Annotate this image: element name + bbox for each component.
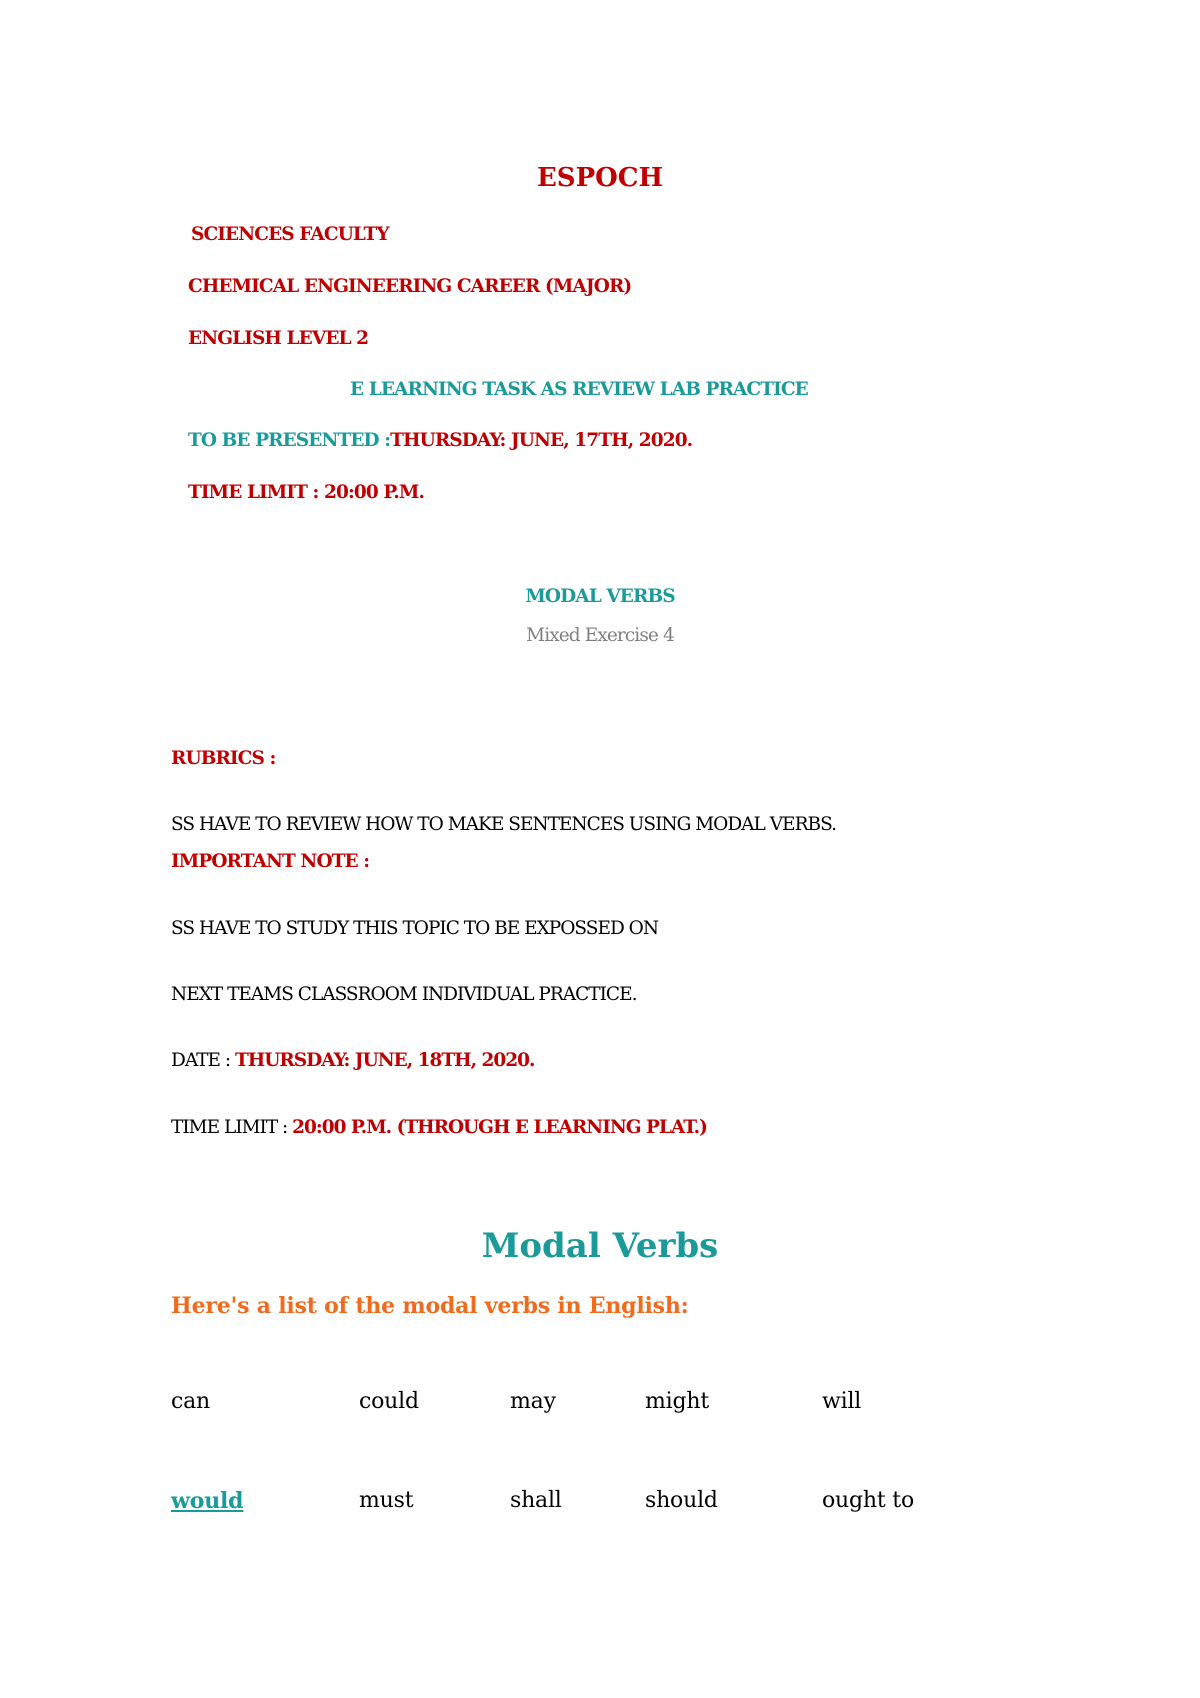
time-limit-line: TIME LIMIT : 20:00 P.M. — [188, 482, 424, 503]
time-value: 20:00 P.M. (THROUGH E LEARNING PLAT.) — [292, 1117, 707, 1138]
rubrics-text: SS HAVE TO REVIEW HOW TO MAKE SENTENCES USING MODAL VERBS. — [171, 814, 836, 835]
time-line — [171, 1117, 707, 1138]
rubrics-label: RUBRICS : — [171, 748, 276, 769]
date-line — [171, 1050, 534, 1071]
verb-would-link[interactable]: would — [171, 1488, 244, 1514]
study-line-2: NEXT TEAMS CLASSROOM INDIVIDUAL PRACTICE. — [171, 984, 637, 1005]
level-line: ENGLISH LEVEL 2 — [188, 328, 369, 349]
date-label: DATE : — [171, 1050, 236, 1071]
verb-can: can — [171, 1389, 211, 1414]
verb-shall: shall — [510, 1488, 562, 1513]
institution-title: ESPOCH — [536, 163, 664, 193]
verb-could: could — [359, 1389, 419, 1414]
presented-label: TO BE PRESENTED : — [188, 430, 391, 451]
faculty-line: SCIENCES FACULTY — [191, 224, 389, 245]
verb-might: might — [645, 1389, 709, 1414]
verb-should: should — [645, 1488, 718, 1513]
presented-line — [188, 430, 692, 451]
date-value: THURSDAY: JUNE, 18TH, 2020. — [235, 1050, 535, 1071]
topic-subtitle: Mixed Exercise 4 — [526, 625, 674, 646]
time-label: TIME LIMIT : — [171, 1117, 293, 1138]
verb-may: may — [510, 1389, 556, 1414]
presented-date: THURSDAY: JUNE, 17TH, 2020. — [390, 430, 693, 451]
modal-verbs-heading: Modal Verbs — [481, 1226, 719, 1266]
verb-ought-to: ought to — [822, 1488, 914, 1513]
important-note-label: IMPORTANT NOTE : — [171, 851, 370, 872]
task-line: E LEARNING TASK AS REVIEW LAB PRACTICE — [350, 379, 808, 400]
study-line-1: SS HAVE TO STUDY THIS TOPIC TO BE EXPOSSED ON — [171, 918, 659, 939]
verb-must: must — [359, 1488, 414, 1513]
modal-verbs-subheading: Here's a list of the modal verbs in English: — [171, 1293, 689, 1319]
career-line: CHEMICAL ENGINEERING CAREER (MAJOR) — [188, 276, 632, 297]
topic-title: MODAL VERBS — [525, 586, 675, 607]
verb-will: will — [822, 1389, 862, 1414]
